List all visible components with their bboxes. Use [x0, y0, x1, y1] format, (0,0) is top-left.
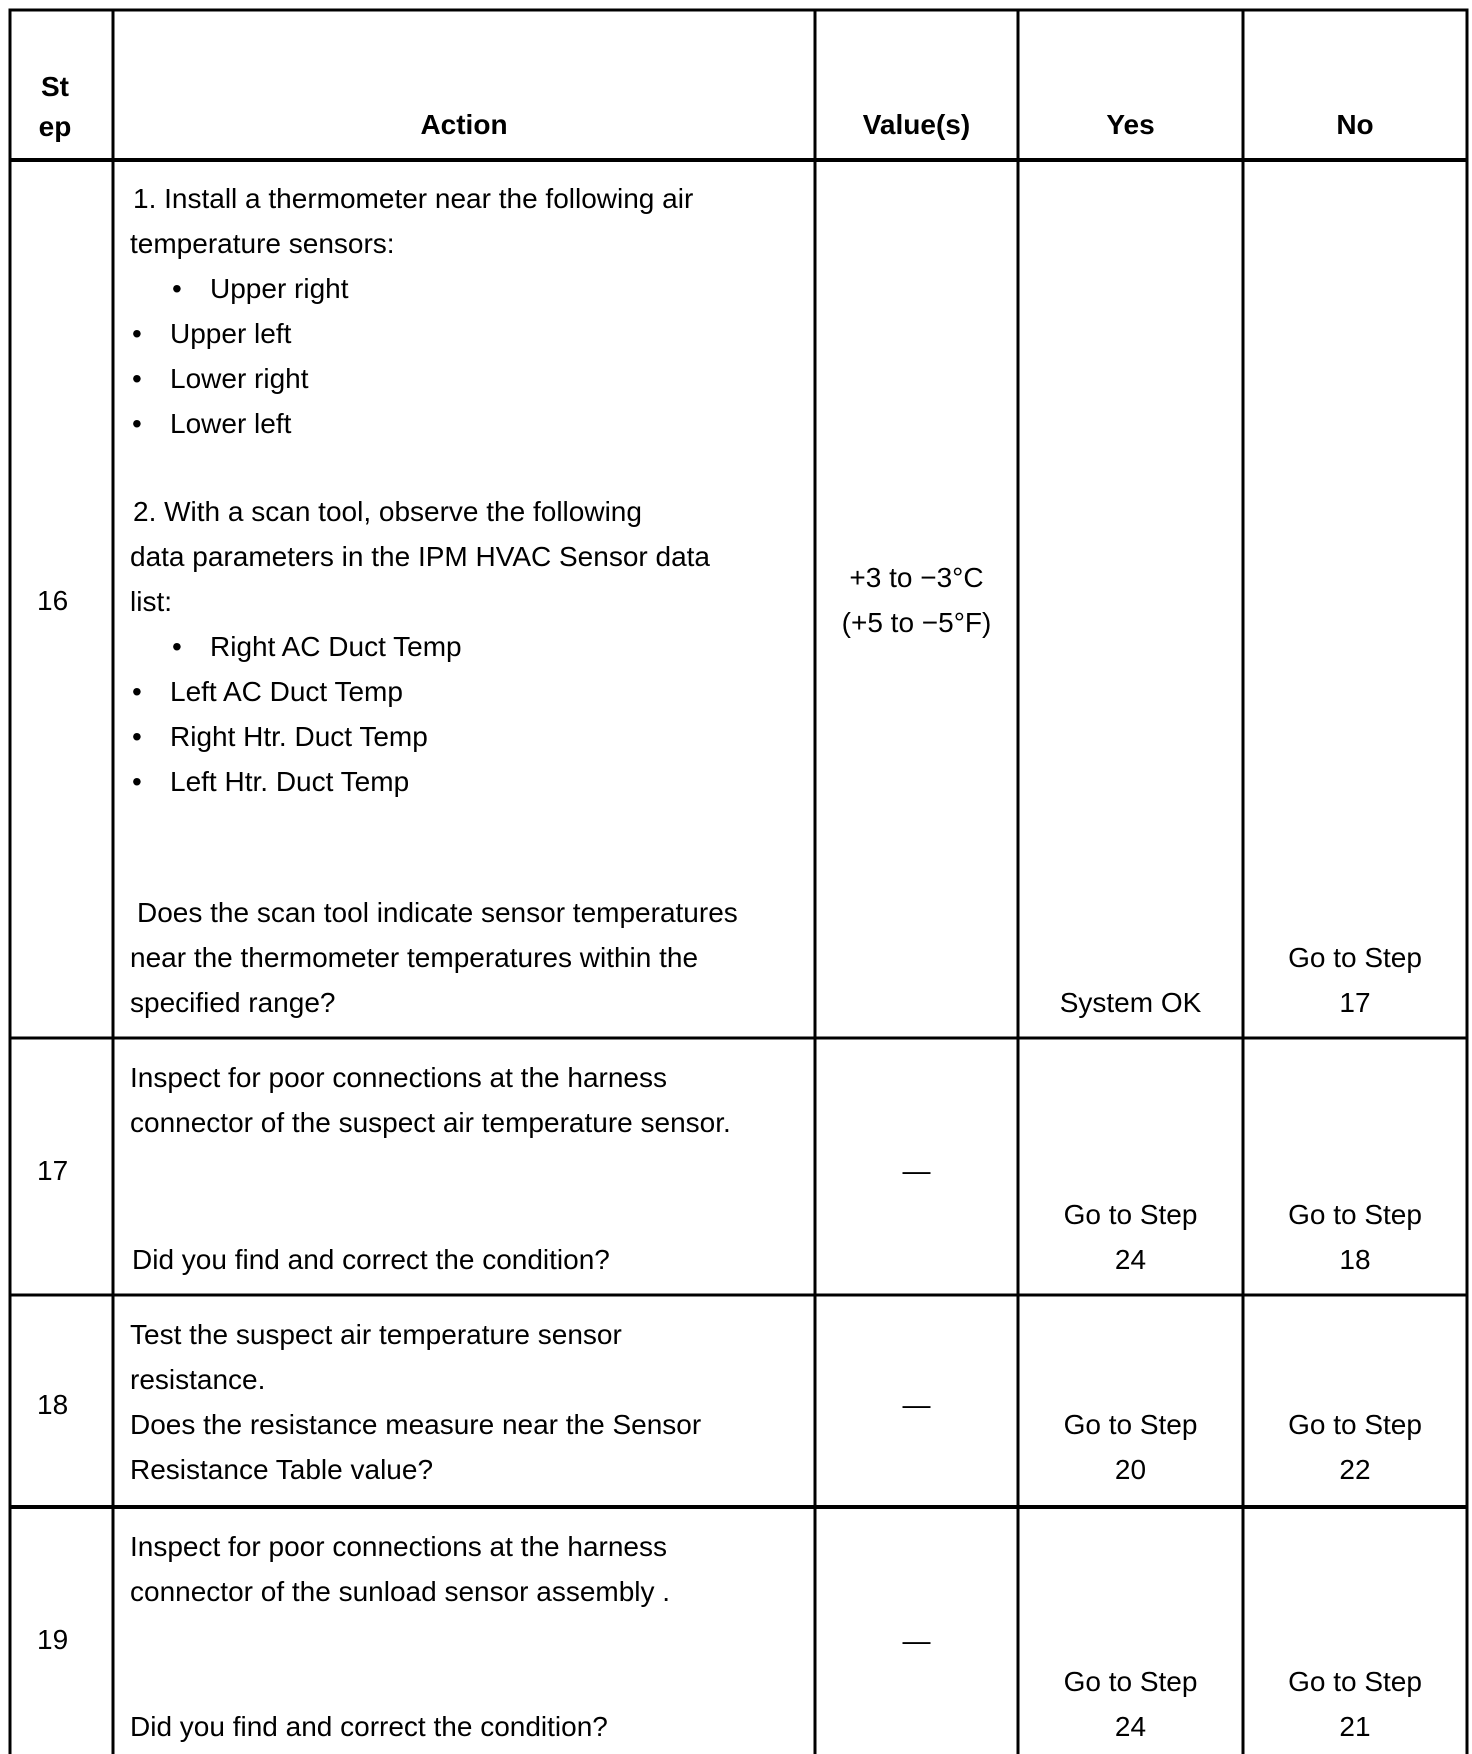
no-result-step: 22	[1339, 1454, 1371, 1485]
yes-result: Go to Step	[1063, 1409, 1198, 1440]
header-step-line2: ep	[38, 111, 72, 142]
bullet-icon: •	[132, 721, 142, 752]
no-result: Go to Step	[1288, 1666, 1422, 1697]
header-no: No	[1336, 109, 1374, 140]
value-text: +3 to −3°C	[849, 562, 984, 593]
action-question: Does the scan tool indicate sensor temperatures	[137, 897, 738, 928]
action-question: specified range?	[130, 987, 336, 1018]
bullet-icon: •	[132, 363, 142, 394]
bullet-icon: •	[132, 676, 142, 707]
action-text: Inspect for poor connections at the harness	[130, 1531, 667, 1562]
header-yes: Yes	[1106, 109, 1155, 140]
action-text: 1. Install a thermometer near the following air	[133, 183, 694, 214]
action-text: connector of the sunload sensor assembly .	[130, 1576, 671, 1607]
action-text: data parameters in the IPM HVAC Sensor data	[130, 541, 710, 572]
list-item: Upper right	[210, 273, 349, 304]
action-question: Did you find and correct the condition?	[130, 1711, 608, 1742]
bullet-icon: •	[132, 766, 142, 797]
header-step-line1: St	[41, 71, 69, 102]
yes-result-step: 24	[1114, 1244, 1147, 1275]
list-item: Left AC Duct Temp	[170, 676, 403, 707]
bullet-icon: •	[172, 273, 182, 304]
yes-result-step: 24	[1114, 1711, 1147, 1742]
no-result: Go to Step	[1288, 1199, 1422, 1230]
yes-result: System OK	[1059, 987, 1202, 1018]
bullet-icon: •	[132, 318, 142, 349]
no-result: Go to Step	[1288, 1409, 1422, 1440]
value-text: —	[902, 1155, 931, 1186]
step-number: 17	[37, 1155, 69, 1186]
action-text: Test the suspect air temperature sensor	[130, 1319, 622, 1350]
step-number: 18	[37, 1389, 69, 1420]
bullet-icon: •	[132, 408, 142, 439]
step-number: 16	[37, 585, 69, 616]
value-text: —	[902, 1625, 931, 1656]
no-result-step: 21	[1339, 1711, 1371, 1742]
action-text: resistance.	[130, 1364, 266, 1395]
list-item: Right AC Duct Temp	[210, 631, 462, 662]
header-values: Value(s)	[862, 109, 971, 140]
action-text: 2. With a scan tool, observe the following	[133, 496, 642, 527]
no-result-step: 17	[1339, 987, 1371, 1018]
yes-result-step: 20	[1114, 1454, 1147, 1485]
list-item: Lower right	[170, 363, 309, 394]
yes-result: Go to Step	[1063, 1199, 1198, 1230]
no-result-step: 18	[1339, 1244, 1371, 1275]
list-item: Lower left	[170, 408, 292, 439]
action-question: near the thermometer temperatures within the	[130, 942, 699, 973]
action-question: Resistance Table value?	[130, 1454, 434, 1485]
value-text: —	[902, 1389, 931, 1420]
action-question: Did you find and correct the condition?	[132, 1244, 610, 1275]
action-text: connector of the suspect air temperature sensor.	[130, 1107, 731, 1138]
list-item: Right Htr. Duct Temp	[170, 721, 428, 752]
list-item: Upper left	[170, 318, 292, 349]
list-item: Left Htr. Duct Temp	[170, 766, 410, 797]
step-number: 19	[37, 1624, 69, 1655]
action-text: Inspect for poor connections at the harness	[130, 1062, 667, 1093]
action-question: Does the resistance measure near the Sensor	[130, 1409, 702, 1440]
bullet-icon: •	[172, 631, 182, 662]
value-text: (+5 to −5°F)	[841, 607, 992, 638]
no-result: Go to Step	[1288, 942, 1422, 973]
yes-result: Go to Step	[1063, 1666, 1198, 1697]
action-text: list:	[130, 586, 172, 617]
action-text: temperature sensors:	[130, 228, 395, 259]
header-action: Action	[420, 109, 508, 140]
